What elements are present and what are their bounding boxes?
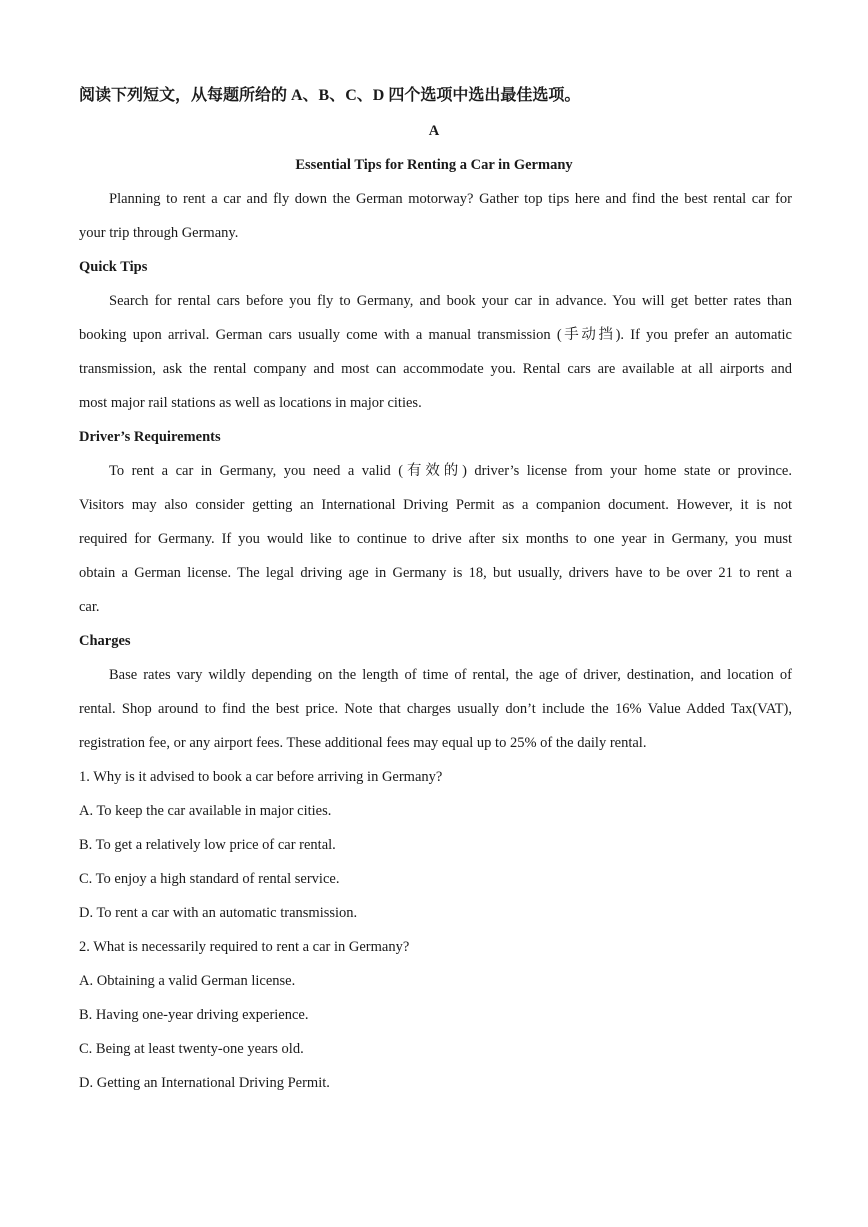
requirements-heading: Driver’s Requirements <box>79 429 221 445</box>
question-2-option-c[interactable]: C. Being at least twenty-one years old. <box>79 1041 304 1057</box>
question-2-stem: 2. What is necessarily required to rent a car in Germany? <box>79 939 410 955</box>
intro-line-1: Planning to rent a car and fly down the German motorway? Gather top tips here and find the best rental car for <box>109 191 792 207</box>
question-2-option-a[interactable]: A. Obtaining a valid German license. <box>79 973 296 989</box>
question-1-option-a[interactable]: A. To keep the car available in major cities. <box>79 803 332 819</box>
passage-title: Essential Tips for Renting a Car in Germany <box>295 157 573 173</box>
quick-tips-line-3: transmission, ask the rental company and most can accommodate you. Rental cars are available at all airports and <box>79 361 792 377</box>
charges-line-1: Base rates vary wildly depending on the length of time of rental, the age of driver, destination, and location of <box>109 667 792 683</box>
charges-line-3: registration fee, or any airport fees. These additional fees may equal up to 25% of the daily rental. <box>79 735 647 751</box>
question-1-stem: 1. Why is it advised to book a car before arriving in Germany? <box>79 769 443 785</box>
requirements-line-3: required for Germany. If you would like to continue to drive after six months to one year in Germany, you must <box>79 531 792 547</box>
requirements-line-1: To rent a car in Germany, you need a valid (有效的) driver’s license from your home state or province. <box>109 463 792 479</box>
intro-line-2: your trip through Germany. <box>79 225 239 241</box>
question-1-option-c[interactable]: C. To enjoy a high standard of rental service. <box>79 871 340 887</box>
question-2-option-b[interactable]: B. Having one-year driving experience. <box>79 1007 309 1023</box>
requirements-line-4: obtain a German license. The legal driving age in Germany is 18, but usually, drivers have to be over 21 to rent a <box>79 565 792 581</box>
instruction-text: 阅读下列短文，从每题所给的 A、B、C、D 四个选项中选出最佳选项。 <box>79 87 581 104</box>
quick-tips-heading: Quick Tips <box>79 259 148 275</box>
quick-tips-line-2: booking upon arrival. German cars usually come with a manual transmission (手动挡). If you prefer an automatic <box>79 327 792 343</box>
requirements-line-2: Visitors may also consider getting an International Driving Permit as a companion document. However, it is not <box>79 497 792 513</box>
question-1-option-b[interactable]: B. To get a relatively low price of car rental. <box>79 837 336 853</box>
section-letter: A <box>428 123 440 139</box>
question-1-option-d[interactable]: D. To rent a car with an automatic transmission. <box>79 905 358 921</box>
question-2-option-d[interactable]: D. Getting an International Driving Permit. <box>79 1075 330 1091</box>
quick-tips-line-1: Search for rental cars before you fly to Germany, and book your car in advance. You will get better rates than <box>109 293 792 309</box>
requirements-line-5: car. <box>79 599 100 615</box>
charges-line-2: rental. Shop around to find the best price. Note that charges usually don’t include the 16% Value Added Tax(VAT), <box>79 701 792 717</box>
charges-heading: Charges <box>79 633 131 649</box>
quick-tips-line-4: most major rail stations as well as locations in major cities. <box>79 395 422 411</box>
